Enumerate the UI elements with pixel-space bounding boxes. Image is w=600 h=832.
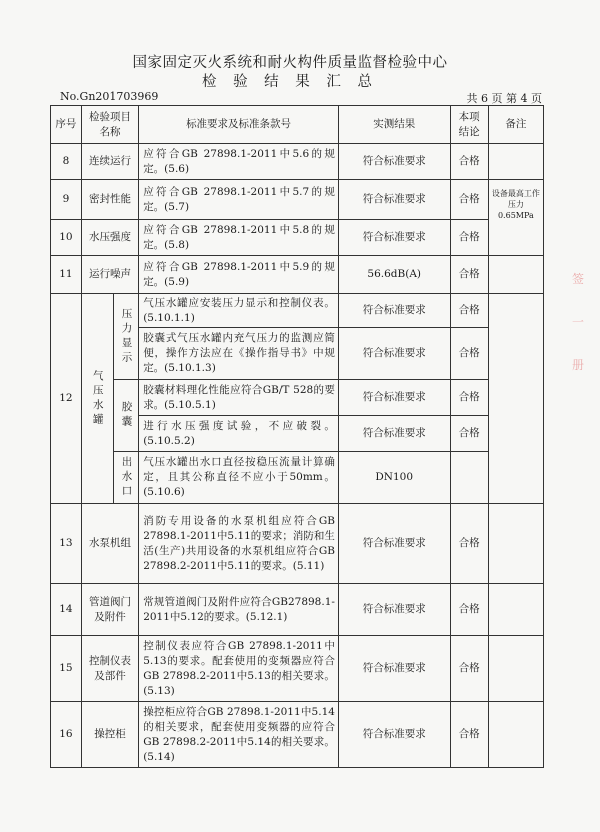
row-item-text: 气压水罐	[91, 369, 104, 428]
row-result: 符合标准要求	[338, 416, 450, 452]
table-row	[51, 294, 544, 328]
row-result: 符合标准要求	[338, 144, 450, 180]
row-conclusion: 合格	[450, 328, 488, 380]
row-standard: 胶囊材料理化性能应符合GB/T 528的要求。(5.10.5.1)	[139, 380, 339, 416]
row-conclusion: 合格	[450, 180, 488, 220]
row-conclusion: 合格	[450, 294, 488, 328]
row-no: 14	[51, 584, 82, 636]
row-remark	[488, 584, 543, 636]
row-standard: 应符合GB 27898.1-2011中5.6的规定。(5.6)	[139, 144, 339, 180]
row-standard: 气压水罐出水口直径按稳压流量计算确定，且其公称直径不应小于50mm。(5.10.6)	[139, 452, 339, 504]
table-header-row	[51, 106, 544, 144]
row-result: 符合标准要求	[338, 636, 450, 702]
sub-item-text: 胶囊	[120, 401, 133, 430]
row-no: 15	[51, 636, 82, 702]
sub-item-text: 压力显示	[120, 307, 133, 366]
row-result: 符合标准要求	[338, 294, 450, 328]
row-no: 10	[51, 220, 82, 256]
row-result: 符合标准要求	[338, 504, 450, 584]
row-item: 管道阀门及附件	[81, 584, 138, 636]
row-no: 16	[51, 702, 82, 768]
row-standard: 操控柜应符合GB 27898.1-2011中5.14的相关要求，配套使用变频器的应符合GB 27898.2-2011中5.14的相关要求。(5.14)	[139, 702, 339, 768]
row-conclusion: 合格	[450, 702, 488, 768]
row-result: 符合标准要求	[338, 328, 450, 380]
table-row	[51, 584, 544, 636]
row-conclusion: 合格	[450, 584, 488, 636]
stamp-char: 一	[572, 315, 585, 329]
row-standard: 进行水压强度试验，不应破裂。(5.10.5.2)	[139, 416, 339, 452]
row-standard: 胶囊式气压水罐内充气压力的监测应简便，操作方法应在《操作指导书》中规定。(5.10.1.3)	[139, 328, 339, 380]
header-remark: 备注	[488, 106, 543, 144]
row-remark	[488, 294, 543, 504]
row-item: 运行噪声	[81, 256, 138, 294]
row-no: 12	[51, 294, 82, 504]
table-row	[51, 504, 544, 584]
row-conclusion: 合格	[450, 256, 488, 294]
stamp-char: 签	[572, 272, 585, 286]
row-item: 操控柜	[81, 702, 138, 768]
row-standard: 控制仪表应符合GB 27898.1-2011中5.13的要求。配套使用的变频器应符合GB 27898.2-2011中5.13的相关要求。(5.13)	[139, 636, 339, 702]
table-row	[51, 256, 544, 294]
row-conclusion	[450, 452, 488, 504]
header-standard: 标准要求及标准条款号	[139, 106, 339, 144]
table-row	[51, 636, 544, 702]
row-result: DN100	[338, 452, 450, 504]
page-info: 共 6 页 第 4 页	[466, 92, 542, 105]
row-remark	[488, 256, 543, 294]
row-standard: 应符合GB 27898.1-2011中5.7的规定。(5.7)	[139, 180, 339, 220]
row-item: 密封性能	[81, 180, 138, 220]
document-number: No.Gn201703969	[60, 90, 159, 103]
stamp-char: 册	[572, 358, 585, 372]
row-conclusion: 合格	[450, 380, 488, 416]
row-conclusion: 合格	[450, 504, 488, 584]
row-remark	[488, 144, 543, 180]
sub-item	[113, 294, 139, 380]
row-result: 符合标准要求	[338, 584, 450, 636]
row-result: 符合标准要求	[338, 220, 450, 256]
row-no: 9	[51, 180, 82, 220]
row-no: 13	[51, 504, 82, 584]
row-standard: 常规管道阀门及附件应符合GB27898.1-2011中5.12的要求。(5.12.1)	[139, 584, 339, 636]
row-result: 符合标准要求	[338, 180, 450, 220]
row-remark: 设备最高工作压力0.65MPa	[488, 180, 543, 256]
sub-item-text: 出水口	[120, 455, 133, 500]
row-item: 连续运行	[81, 144, 138, 180]
results-table	[50, 105, 544, 768]
row-remark	[488, 702, 543, 768]
sub-item	[113, 452, 139, 504]
sub-item	[113, 380, 139, 452]
doc-title: 检 验 结 果 汇 总	[201, 74, 379, 90]
row-result: 56.6dB(A)	[338, 256, 450, 294]
row-item: 水压强度	[81, 220, 138, 256]
table-row	[51, 452, 544, 504]
header-no: 序号	[51, 106, 82, 144]
row-standard: 应符合GB 27898.1-2011中5.8的规定。(5.8)	[139, 220, 339, 256]
row-result: 符合标准要求	[338, 702, 450, 768]
header-result: 实测结果	[338, 106, 450, 144]
seal-stamp	[572, 270, 594, 399]
row-conclusion: 合格	[450, 144, 488, 180]
row-conclusion: 合格	[450, 416, 488, 452]
row-no: 11	[51, 256, 82, 294]
table-row	[51, 144, 544, 180]
table-row	[51, 180, 544, 220]
row-standard: 气压水罐应安装压力显示和控制仪表。(5.10.1.1)	[139, 294, 339, 328]
row-item: 水泵机组	[81, 504, 138, 584]
table-row	[51, 702, 544, 768]
row-conclusion: 合格	[450, 220, 488, 256]
row-conclusion: 合格	[450, 636, 488, 702]
row-item	[81, 294, 113, 504]
row-result: 符合标准要求	[338, 380, 450, 416]
row-no: 8	[51, 144, 82, 180]
header-item: 检验项目名称	[81, 106, 138, 144]
row-item: 控制仪表及部件	[81, 636, 138, 702]
row-standard: 消防专用设备的水泵机组应符合GB 27898.1-2011中5.11的要求；消防和生活(生产)共用设备的水泵机组应符合GB 27898.2-2011中5.11的要求。(5.11)	[139, 504, 339, 584]
row-standard: 应符合GB 27898.1-2011中5.9的规定。(5.9)	[139, 256, 339, 294]
row-remark	[488, 504, 543, 584]
row-remark	[488, 636, 543, 702]
header-conclusion: 本项结论	[450, 106, 488, 144]
org-title: 国家固定灭火系统和耐火构件质量监督检验中心	[132, 55, 448, 71]
table-row	[51, 220, 544, 256]
table-row	[51, 380, 544, 416]
